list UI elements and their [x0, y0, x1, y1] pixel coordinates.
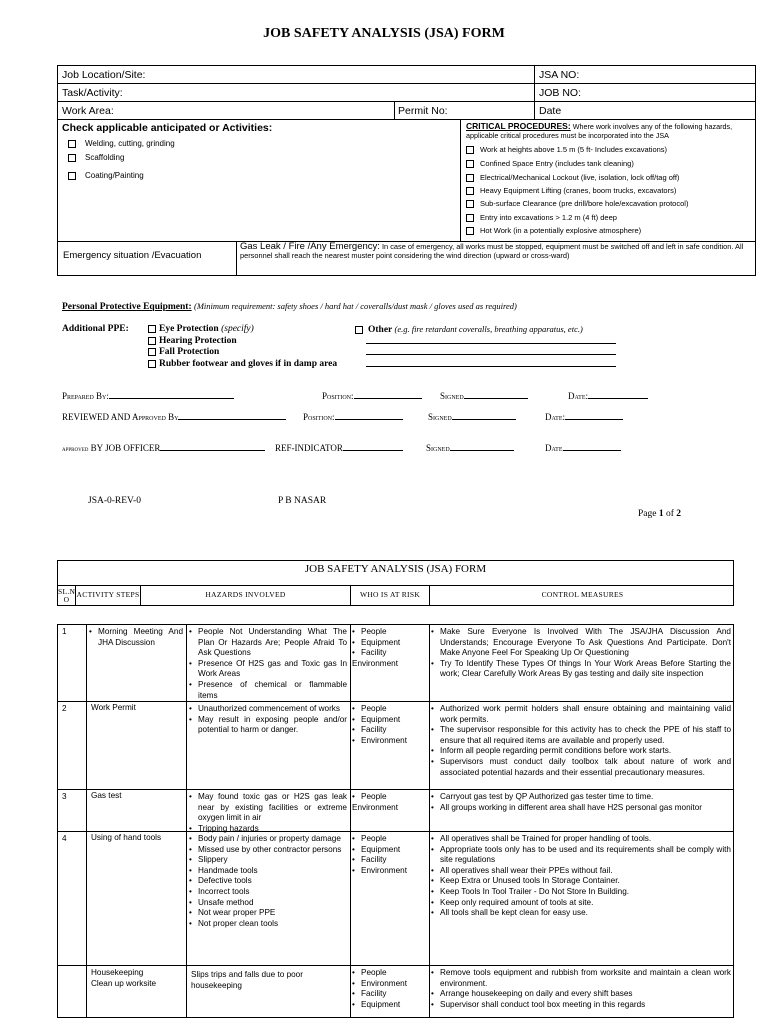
hazards-list: • Unauthorized commencement of works • May result in exposing people and/or potential to harm or danger.	[189, 704, 347, 736]
row-number: 1	[62, 627, 67, 636]
checkbox[interactable]	[68, 172, 76, 180]
ppe-hearing-option[interactable]: Hearing Protection	[148, 336, 237, 346]
ref-indicator-field[interactable]: REF-INDICATOR	[275, 442, 403, 453]
critical-item[interactable]: Confined Space Entry (includes tank cleaning)	[466, 159, 634, 168]
ppe-other-option[interactable]: Other (e.g. fire retardant coveralls, breathing apparatus, etc.)	[355, 324, 583, 335]
checkbox[interactable]	[466, 214, 474, 222]
prepared-by-field[interactable]: Prepared By:	[62, 390, 234, 401]
row-number: 4	[62, 834, 67, 843]
risk-list: • People • Equipment • Facility Environment	[352, 627, 428, 669]
job-no-field[interactable]: JOB NO:	[539, 87, 582, 99]
jsa-no-field[interactable]: JSA NO:	[539, 69, 580, 81]
hazards-list: • People Not Understanding What The Plan Or Hazards Are; People Afraid To Ask Questions • Presence Of H2S gas and Toxic gas In Work Areas • Presence of chemical or flammable items	[189, 627, 347, 701]
jsa-header-form	[57, 65, 756, 276]
signed-field[interactable]: Signed	[426, 442, 514, 453]
page-title: JOB SAFETY ANALYSIS (JSA) FORM	[304, 563, 487, 575]
risk-list: • People Environment	[352, 792, 428, 813]
hazards-list: • May found toxic gas or H2S gas leak near by existing facilities or extreme oxygen limit in air • Tripping hazards	[189, 792, 347, 834]
date-field[interactable]: Date:	[568, 390, 648, 401]
checkbox[interactable]	[68, 140, 76, 148]
checkbox[interactable]	[466, 160, 474, 168]
checkbox[interactable]	[148, 325, 156, 333]
critical-item[interactable]: Electrical/Mechanical Lockout (live, isolation, lock off/tag off)	[466, 173, 679, 182]
ppe-heading: Personal Protective Equipment: (Minimum requirement: safety shoes / hard hat / coveralls/dust mask / gloves used as required)	[62, 301, 517, 312]
row-number: 2	[62, 704, 67, 713]
checkbox[interactable]	[466, 200, 474, 208]
job-location-field[interactable]: Job Location/Site:	[62, 69, 146, 81]
checkbox[interactable]	[355, 326, 363, 334]
activity-item[interactable]: Welding, cutting, grinding	[68, 139, 175, 148]
emergency-label: Emergency situation /Evacuation	[63, 250, 202, 261]
signed-field[interactable]: Signed	[440, 390, 528, 401]
checkbox[interactable]	[148, 337, 156, 345]
activity-step: • Morning Meeting And JHA Discussion	[89, 627, 183, 648]
doc-reference: JSA-0-REV-0	[88, 496, 141, 506]
ppe-rubber-option[interactable]: Rubber footwear and gloves if in damp area	[148, 359, 337, 369]
hazards-list: • Body pain / injuries or property damage • Missed use by other contractor persons • Slippery • Handmade tools • Defective tools • Incorrect tools • Unsafe method • Not wear proper PPE • Not proper clean tools	[189, 834, 347, 929]
checkbox[interactable]	[148, 348, 156, 356]
date-field[interactable]: Date	[539, 105, 562, 117]
checkbox[interactable]	[466, 187, 474, 195]
column-header: WHO IS AT RISK	[359, 590, 421, 599]
jsa-table-header	[57, 560, 734, 606]
document-author: P B NASAR	[278, 496, 327, 506]
other-line[interactable]	[366, 366, 616, 367]
controls-list: • Remove tools equipment and rubbish from worksite and maintain a clean work environment. • Arrange housekeeping on daily and every shift bases • Supervisor shall conduct tool box meeting in this regards	[431, 968, 731, 1010]
date-field[interactable]: Date	[545, 442, 621, 453]
activity-item[interactable]: Scaffolding	[68, 153, 124, 162]
ppe-eye-option[interactable]: Eye Protection (specify)	[148, 324, 254, 334]
emergency-text: Gas Leak / Fire /Any Emergency: In case of emergency, all works must be stopped, equipment must be switched off and left in safe condition. All personnel shall reach the nearest muster point considering the wind direction (upward or cross-ward)	[240, 241, 744, 260]
controls-list: • Authorized work permit holders shall ensure obtaining and maintaining valid work permits. • The supervisor responsible for this activity has to check the PPE of his staff to ensure that all required items are available and properly used. • Inform all people regarding permit conditions before work starts. • Supervisors must conduct daily toolbox talk about nature of work and associated potential hazards and their essential precautionary measures.	[431, 704, 731, 778]
activity-item[interactable]: Coating/Painting	[68, 171, 144, 180]
column-header: CONTROL MEASURES	[541, 590, 624, 599]
activity-step: Using of hand tools	[91, 833, 162, 842]
row-number: 3	[62, 792, 67, 801]
other-line[interactable]	[366, 354, 616, 355]
activities-heading: Check applicable anticipated or Activities:	[62, 122, 273, 134]
reviewed-by-field[interactable]: REVIEWED AND Approved By	[62, 411, 286, 422]
other-line[interactable]	[366, 343, 616, 344]
jsa-table-body	[57, 624, 734, 1018]
checkbox[interactable]	[466, 174, 474, 182]
position-field[interactable]: Position:	[303, 411, 403, 422]
controls-list: • Carryout gas test by QP Authorized gas tester time to time. • All groups working in different area shall have H2S personal gas monitor	[431, 792, 731, 813]
approved-by-field[interactable]: approved BY JOB OFFICER	[62, 442, 265, 453]
critical-procedures-heading: CRITICAL PROCEDURES: Where work involves any of the following hazards, applicable critical procedures must be incorporated into the JSA	[466, 121, 733, 140]
column-header: ACTIVITY STEPS	[76, 590, 140, 599]
work-area-field[interactable]: Work Area:	[62, 105, 114, 117]
activity-step: Gas test	[91, 791, 122, 800]
critical-item[interactable]: Sub-surface Clearance (pre drill/bore hole/excavation protocol)	[466, 199, 688, 208]
column-header: HAZARDS INVOLVED	[205, 590, 286, 599]
hazards-list: Slips trips and falls due to poor housekeeping	[191, 970, 303, 990]
critical-item[interactable]: Entry into excavations > 1.2 m (4 ft) deep	[466, 213, 617, 222]
risk-list: • People • Equipment • Facility • Environment	[352, 704, 428, 746]
permit-no-field[interactable]: Permit No:	[398, 105, 448, 117]
checkbox[interactable]	[68, 154, 76, 162]
column-header: SL.N O	[58, 587, 76, 604]
risk-list: • People • Environment • Facility • Equipment	[352, 968, 428, 1010]
controls-list: • Make Sure Everyone Is Involved With The JSA/JHA Discussion And Understands; Encourage Everyone To Ask Questions And Participate. Don't Make Anyone Feel For Speaking Up Or Questioning • Try To Identify These Types Of things In Your Work Areas Before Starting the work; Clear Carefully Work Areas By gas testing and daily site inspection	[431, 627, 731, 680]
ppe-fall-option[interactable]: Fall Protection	[148, 347, 219, 357]
page-number: Page 1 of 2	[638, 509, 682, 519]
critical-item[interactable]: Hot Work (in a potentially explosive atmosphere)	[466, 226, 641, 235]
critical-item[interactable]: Work at heights above 1.5 m (5 ft- Includes excavations)	[466, 145, 667, 154]
task-activity-field[interactable]: Task/Activity:	[62, 87, 123, 99]
risk-list: • People • Equipment • Facility • Environment	[352, 834, 428, 876]
page-title: JOB SAFETY ANALYSIS (JSA) FORM	[263, 26, 505, 41]
date-field[interactable]: Date:	[545, 411, 623, 422]
checkbox[interactable]	[148, 360, 156, 368]
checkbox[interactable]	[466, 146, 474, 154]
position-field[interactable]: Position:	[322, 390, 422, 401]
critical-item[interactable]: Heavy Equipment Lifting (cranes, boom trucks, excavators)	[466, 186, 676, 195]
checkbox[interactable]	[466, 227, 474, 235]
controls-list: • All operatives shall be Trained for proper handling of tools. • Appropriate tools only has to be used and its requirements shall be comply with site regulations • All operatives shall wear their PPEs without fail. • Keep Extra or Unused tools In Storage Container. • Keep Tools In Tool Trailer - Do Not Store In Building. • Keep only required amount of tools at site. • All tools shall be kept clean for easy use.	[431, 834, 731, 919]
activity-step: Work Permit	[91, 703, 136, 712]
activity-step: Housekeeping Clean up worksite	[91, 968, 157, 988]
signed-field[interactable]: Signed	[428, 411, 516, 422]
additional-ppe-label: Additional PPE:	[62, 324, 129, 334]
